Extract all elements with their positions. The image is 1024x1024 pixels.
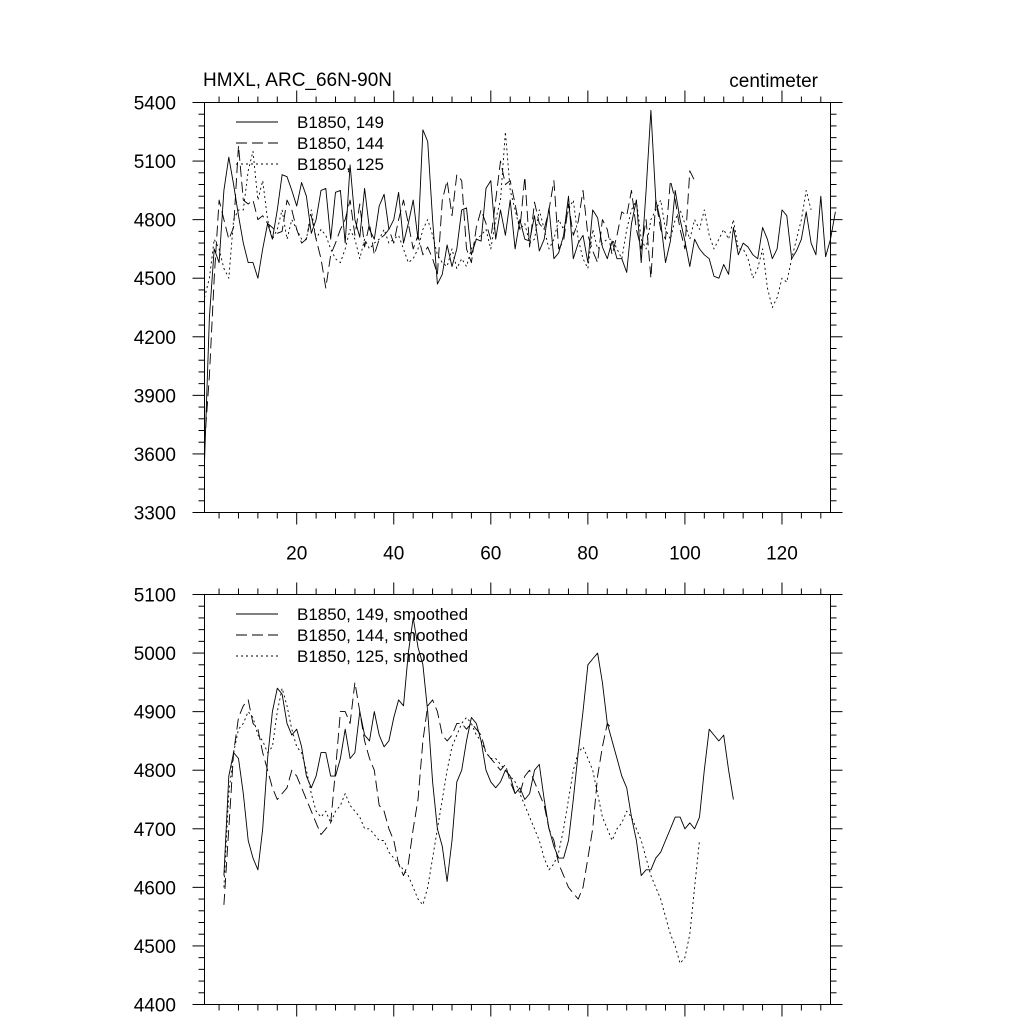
- top-panel-y-tick-label: 3300: [133, 503, 176, 525]
- bottom-panel-legend-label-1: B1850, 149, smoothed: [297, 605, 469, 624]
- top-panel-x-tick-label: 100: [669, 543, 701, 565]
- bottom-panel-y-tick-label: 4900: [133, 702, 176, 724]
- top-panel-legend-label-3: B1850, 125: [297, 155, 384, 174]
- top-panel-legend-label-1: B1850, 149: [297, 113, 384, 132]
- top-panel-x-tick-label: 60: [480, 543, 502, 565]
- top-panel-y-tick-label: 4800: [133, 210, 176, 232]
- top-panel-y-tick-label: 5400: [133, 93, 176, 115]
- top-panel-x-tick-label: 40: [383, 543, 405, 565]
- bottom-panel-legend-label-3: B1850, 125, smoothed: [297, 647, 469, 666]
- top-panel-units-label: centimeter: [729, 71, 818, 92]
- top-panel-x-tick-label: 120: [766, 543, 798, 565]
- bottom-panel-y-tick-label: 4700: [133, 819, 176, 841]
- top-panel-title: HMXL, ARC_66N-90N: [203, 70, 393, 91]
- bottom-panel-legend-label-2: B1850, 144, smoothed: [297, 626, 469, 645]
- bottom-panel-y-tick-label: 4600: [133, 878, 176, 900]
- top-panel-legend-label-2: B1850, 144: [297, 134, 384, 153]
- bottom-panel-y-tick-label: 4400: [133, 995, 176, 1017]
- top-panel-y-tick-label: 3600: [133, 444, 176, 466]
- bottom-panel-y-tick-label: 5000: [133, 644, 176, 666]
- bottom-panel-y-tick-label: 4500: [133, 936, 176, 958]
- bottom-panel-y-tick-label: 5100: [133, 585, 176, 607]
- top-panel-y-tick-label: 3900: [133, 386, 176, 408]
- top-panel-y-tick-label: 5100: [133, 152, 176, 174]
- top-panel-x-tick-label: 20: [286, 543, 308, 565]
- bottom-panel-y-tick-label: 4800: [133, 761, 176, 783]
- top-panel-y-tick-label: 4500: [133, 269, 176, 291]
- top-panel-y-tick-label: 4200: [133, 327, 176, 349]
- top-panel-x-tick-label: 80: [577, 543, 599, 565]
